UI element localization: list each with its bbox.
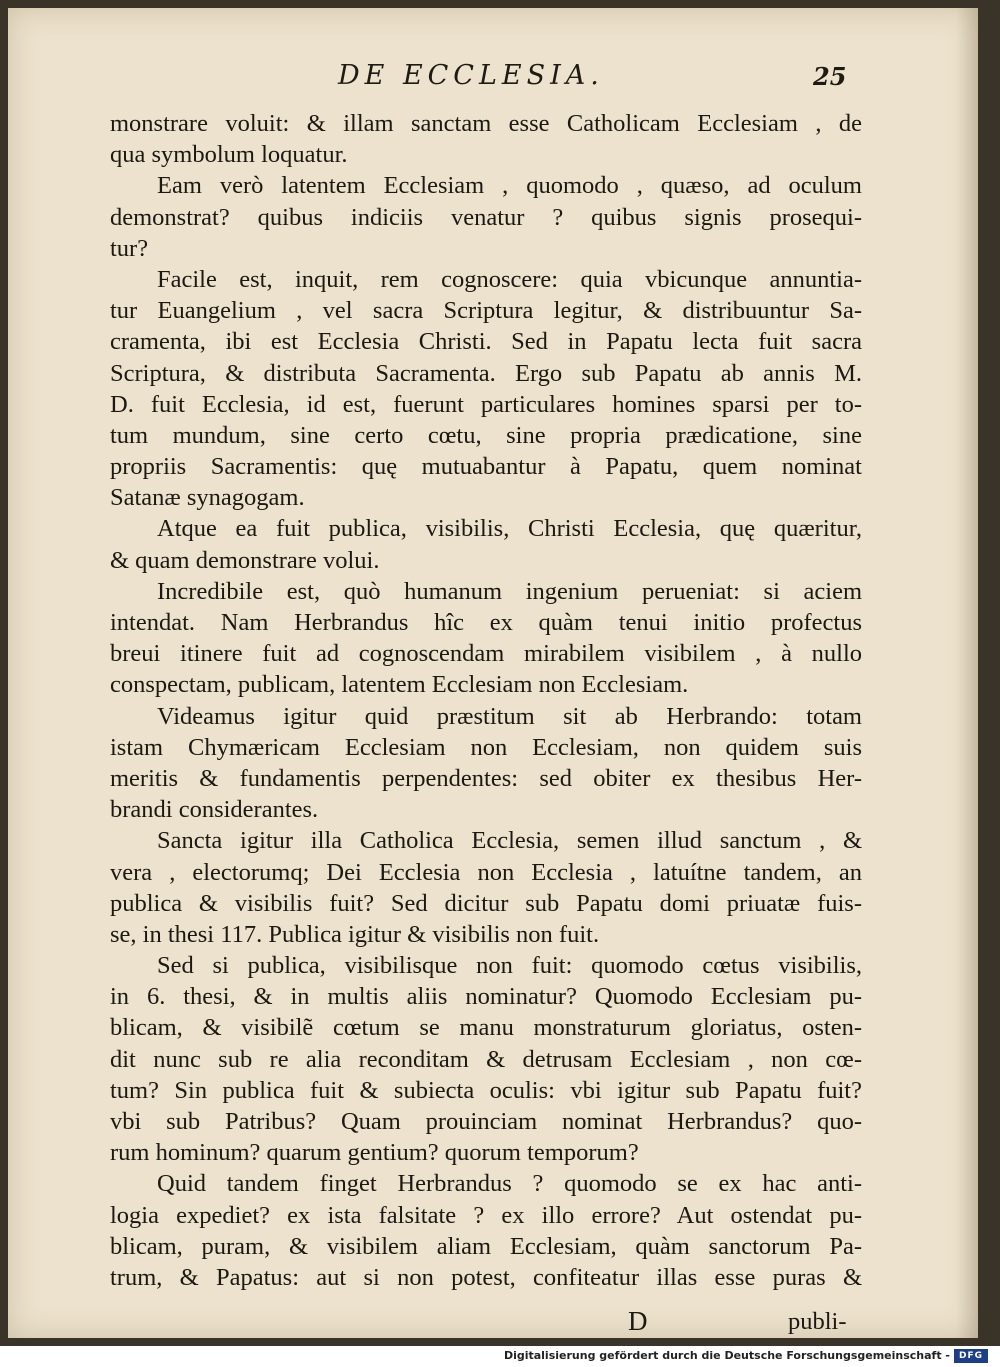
- text-line: Incredibile est, quò humanum ingenium perueniat: si aciem: [157, 577, 862, 605]
- text-line: breui itinere fuit ad cognoscendam mirabilem visibilem , à nullo: [110, 640, 862, 668]
- text-line: istam Chymæricam Ecclesiam non Ecclesiam, non quidem suis: [110, 733, 862, 761]
- text-line: Scriptura, & distributa Sacramenta. Ergo sub Papatu ab annis M.: [110, 359, 862, 387]
- text-line: Facile est, inquit, rem cognoscere: quia vbicunque annuntia-: [157, 265, 862, 293]
- running-title: DE ECCLESIA.: [338, 60, 604, 91]
- catchword: publi-: [788, 1308, 847, 1335]
- text-line: blicam, puram, & visibilem aliam Ecclesiam, quàm sanctorum Pa-: [110, 1232, 862, 1260]
- page-foot: [8, 1306, 978, 1338]
- text-line: vera , electorumq; Dei Ecclesia non Ecclesia , latuítne tandem, an: [110, 858, 862, 886]
- text-line: cramenta, ibi est Ecclesia Christi. Sed in Papatu lecta fuit sacra: [110, 328, 862, 356]
- text-line: tur?: [110, 234, 149, 262]
- text-line: brandi considerantes.: [110, 796, 319, 824]
- text-line: qua symbolum loquatur.: [110, 141, 348, 169]
- text-line: rum hominum? quarum gentium? quorum temporum?: [110, 1139, 639, 1167]
- text-line: & quam demonstrare volui.: [110, 546, 380, 574]
- page-edge-shadow: [956, 8, 978, 1338]
- text-line: se, in thesi 117. Publica igitur & visibilis non fuit.: [110, 920, 600, 948]
- text-line: Eam verò latentem Ecclesiam , quomodo , quæso, ad oculum: [157, 172, 862, 200]
- text-line: in 6. thesi, & in multis aliis nominatur? Quomodo Ecclesiam pu-: [110, 983, 862, 1011]
- text-line: Sancta igitur illa Catholica Ecclesia, semen illud sanctum , &: [157, 827, 862, 855]
- text-line: tum? Sin publica fuit & subiecta oculis: vbi igitur sub Papatu fuit?: [110, 1076, 862, 1104]
- digitization-footer: [0, 1346, 1000, 1367]
- text-line: tur Euangelium , vel sacra Scriptura legitur, & distribuuntur Sa-: [110, 297, 862, 325]
- page-number: 25: [813, 62, 847, 91]
- text-line: Satanæ synagogam.: [110, 484, 305, 512]
- running-head: [8, 60, 978, 100]
- text-line: monstrare voluit: & illam sanctam esse Catholicam Ecclesiam , de: [110, 110, 862, 137]
- body-text: [110, 108, 862, 1293]
- text-line: logia expediet? ex ista falsitate ? ex illo errore? Aut ostendat pu-: [110, 1201, 862, 1229]
- funding-note: Digitalisierung gefördert durch die Deutsche Forschungsgemeinschaft -: [503, 1349, 950, 1362]
- text-line: meritis & fundamentis perpendentes: sed obiter ex thesibus Her-: [110, 764, 862, 792]
- text-line: intendat. Nam Herbrandus hîc ex quàm tenui initio profectus: [110, 609, 862, 636]
- signature-mark: D: [628, 1306, 648, 1336]
- text-line: Atque ea fuit publica, visibilis, Christi Ecclesia, quę quæritur,: [157, 515, 862, 543]
- text-line: Sed si publica, visibilisque non fuit: quomodo cœtus visibilis,: [157, 952, 862, 980]
- text-line: D. fuit Ecclesia, id est, fuerunt particulares homines sparsi per to-: [110, 390, 862, 418]
- text-line: conspectam, publicam, latentem Ecclesiam non Ecclesiam.: [110, 671, 689, 699]
- text-line: Quid tandem finget Herbrandus ? quomodo se ex hac anti-: [157, 1170, 862, 1198]
- text-line: vbi sub Patribus? Quam prouinciam nominat Herbrandus? quo-: [110, 1108, 862, 1135]
- text-line: trum, & Papatus: aut si non potest, confiteatur illas esse puras &: [110, 1263, 862, 1291]
- dfg-logo: DFG: [954, 1349, 988, 1363]
- book-page: [8, 8, 978, 1338]
- text-line: Videamus igitur quid præstitum sit ab Herbrando: totam: [157, 702, 862, 730]
- text-line: dit nunc sub re alia reconditam & detrusam Ecclesiam , non cœ-: [110, 1045, 862, 1073]
- text-line: tum mundum, sine certo cœtu, sine propria prædicatione, sine: [110, 421, 862, 449]
- text-line: demonstrat? quibus indiciis venatur ? quibus signis prosequi-: [110, 203, 862, 231]
- text-line: propriis Sacramentis: quę mutuabantur à Papatu, quem nominat: [110, 453, 862, 481]
- text-line: blicam, & visibilẽ cœtum se manu monstraturum gloriatus, osten-: [110, 1014, 862, 1042]
- text-line: publica & visibilis fuit? Sed dicitur sub Papatu domi priuatæ fuis-: [110, 889, 862, 917]
